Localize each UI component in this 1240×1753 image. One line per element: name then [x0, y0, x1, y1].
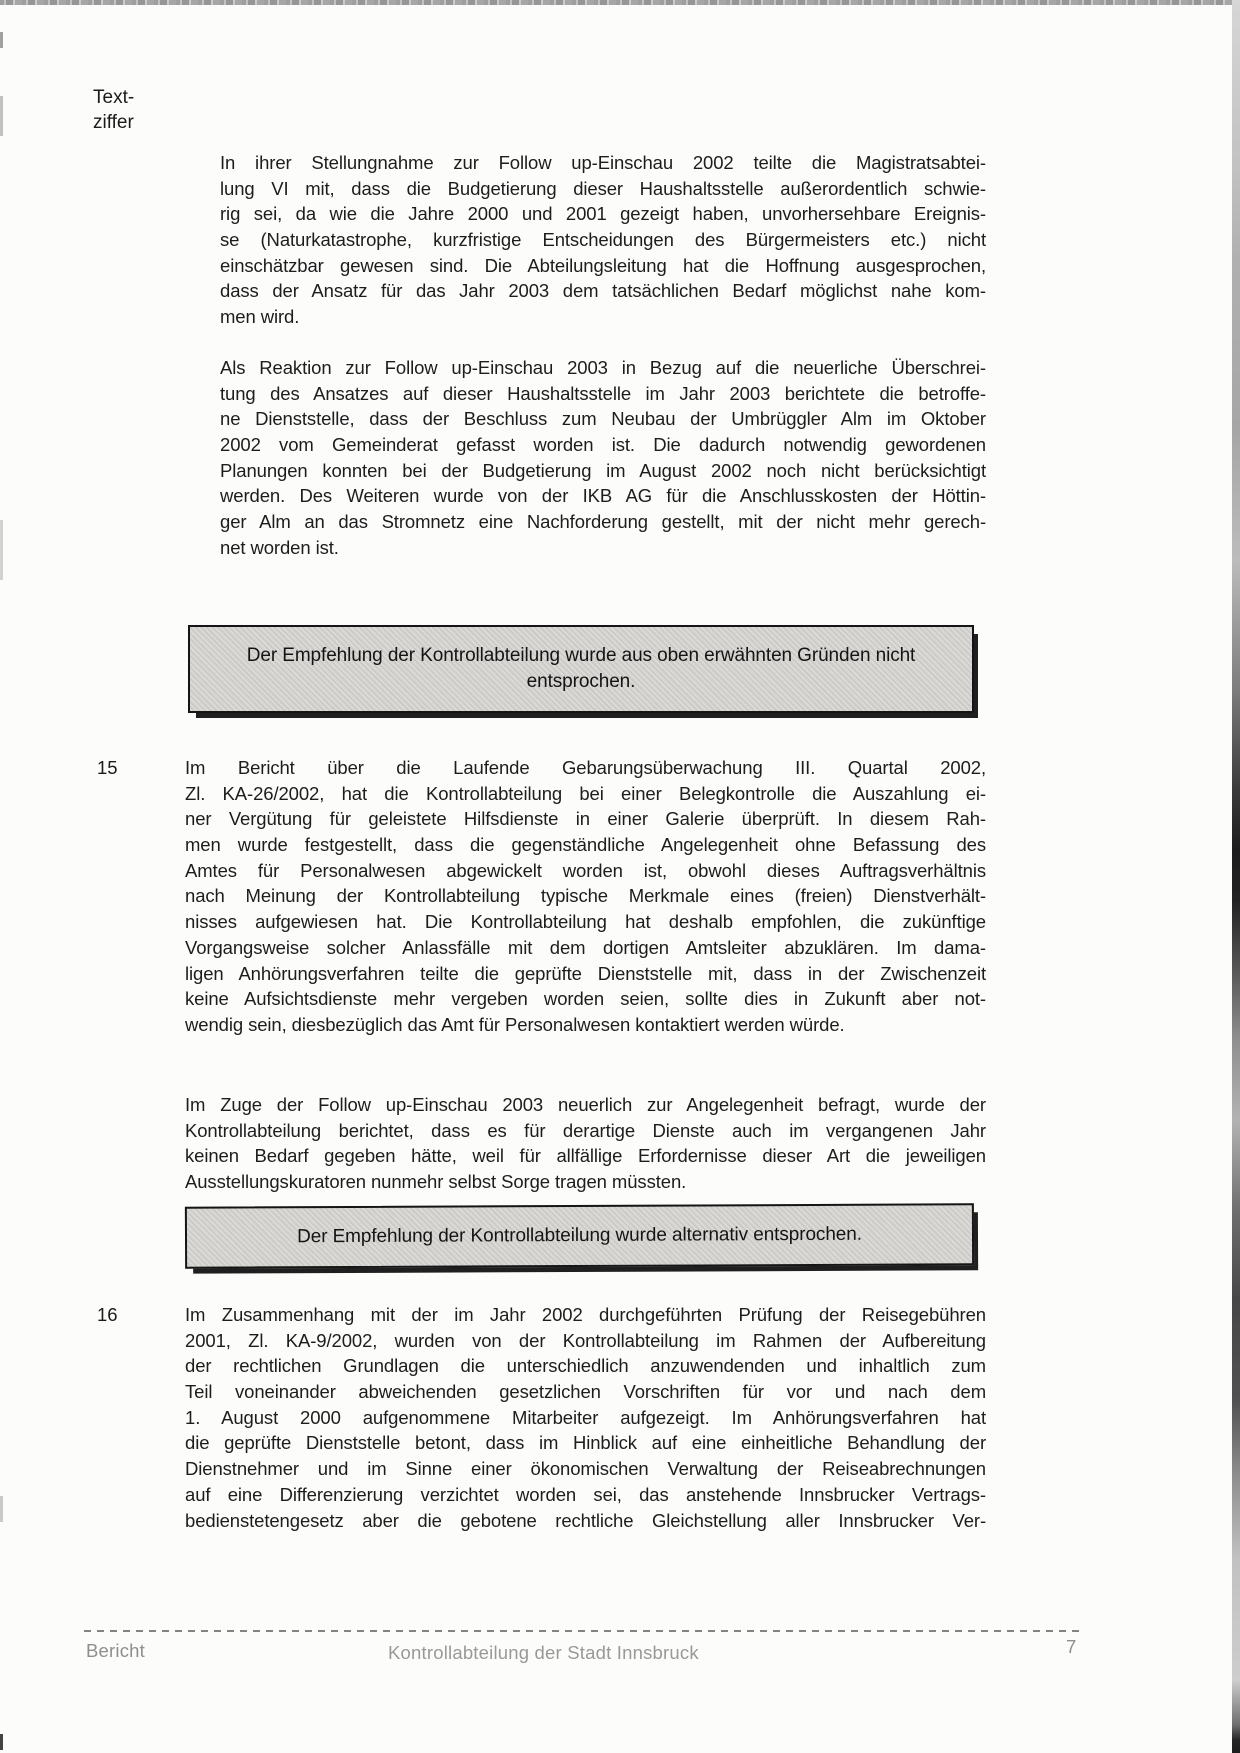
scan-artifact-left-mark [0, 520, 3, 580]
text-line: ner Vergütung für geleistete Hilfsdienste in einer Galerie überprüft. In diesem Rah- [185, 808, 986, 830]
recommendation-box [185, 1203, 974, 1268]
text-line: Zl. KA-26/2002, hat die Kontrollabteilung bei einer Belegkontrolle die Auszahlung ei- [185, 782, 986, 804]
scan-artifact-left-mark [0, 32, 3, 48]
text-line: men wird. [220, 306, 300, 328]
textziffer-number: 15 [97, 757, 118, 778]
scan-artifact-top-strip [0, 0, 1240, 5]
text-line: nach Meinung der Kontrollabteilung typische Merkmale eines (freien) Dienstverhält- [185, 885, 986, 907]
text-line: 2002 vom Gemeinderat gefasst worden ist. Die dadurch notwendig gewordenen [220, 434, 986, 456]
paragraph [97, 755, 986, 1038]
scan-artifact-left-mark [0, 1734, 3, 1750]
recommendation-text-line: Der Empfehlung der Kontrollabteilung wurde aus oben erwähnten Gründen nicht [246, 645, 916, 666]
textziffer-number: 16 [97, 1304, 118, 1325]
text-line: men wurde festgestellt, dass die gegenständliche Angelegenheit ohne Befassung des [185, 834, 986, 856]
text-line: keine Aufsichtsdienste mehr vergeben worden seien, sollte dies in Zukunft aber not- [185, 988, 986, 1010]
text-line: rig sei, da wie die Jahre 2000 und 2001 gezeigt haben, unvorhersehbare Ereignis- [220, 203, 986, 225]
scan-artifact-right-strip [1232, 0, 1240, 1753]
text-line: ligen Anhörungsverfahren teilte die geprüfte Dienststelle mit, dass in der Zwischenzeit [185, 962, 986, 984]
margin-header-textziffer [93, 85, 134, 135]
recommendation-text-line: Der Empfehlung der Kontrollabteilung wurde alternativ entsprochen. [297, 1223, 862, 1248]
paragraph [185, 1092, 986, 1195]
paragraph [220, 355, 986, 561]
text-line: Kontrollabteilung berichtet, dass es für derartige Dienste auch im vergangenen Jahr [185, 1119, 986, 1141]
text-line: se (Naturkatastrophe, kurzfristige Entscheidungen des Bürgermeisters etc.) nicht [220, 229, 986, 251]
text-line: Planungen konnten bei der Budgetierung im August 2002 noch nicht berücksichtigt [220, 459, 986, 481]
footer-department-name: Kontrollabteilung der Stadt Innsbruck [388, 1642, 699, 1663]
text-line: Im Bericht über die Laufende Gebarungsüberwachung III. Quartal 2002, [185, 757, 986, 778]
text-line: Teil voneinander abweichenden gesetzlichen Vorschriften für vor und nach dem [185, 1381, 986, 1403]
text-line: auf eine Differenzierung verzichtet worden sei, das anstehende Innsbrucker Vertrags- [185, 1483, 986, 1505]
text-line: ne Dienststelle, dass der Beschluss zum Neubau der Umbrüggler Alm im Oktober [220, 408, 986, 430]
text-line: der rechtlichen Grundlagen die unterschiedlich anzuwendenden und inhaltlich zum [185, 1355, 986, 1377]
text-line: Als Reaktion zur Follow up-Einschau 2003 in Bezug auf die neuerliche Überschrei- [220, 357, 986, 378]
text-line: Amtes für Personalwesen abgewickelt worden ist, obwohl dieses Auftragsverhältnis [185, 859, 986, 881]
text-line: bedienstetengesetz aber die gebotene rechtliche Gleichstellung aller Innsbrucker Ver- [185, 1509, 986, 1531]
margin-header-line1: Text- [93, 87, 135, 108]
text-line: 1. August 2000 aufgenommene Mitarbeiter aufgezeigt. Im Anhörungsverfahren hat [185, 1406, 986, 1428]
text-line: tung des Ansatzes auf dieser Haushaltsstelle im Jahr 2003 berichtete die betroffe- [220, 382, 986, 404]
text-line: nisses aufgewiesen hat. Die Kontrollabteilung hat deshalb empfohlen, die zukünftige [185, 911, 986, 933]
text-line: dass der Ansatz für das Jahr 2003 dem tatsächlichen Bedarf möglichst nahe kom- [220, 280, 986, 302]
text-line: 2001, Zl. KA-9/2002, wurden von der Kontrollabteilung im Rahmen der Aufbereitung [185, 1329, 986, 1351]
text-line: keinen Bedarf gegeben hätte, weil für allfällige Erfordernisse dieser Art die jeweiligen [185, 1145, 986, 1167]
text-line: In ihrer Stellungnahme zur Follow up-Einschau 2002 teilte die Magistratsabtei- [220, 152, 986, 173]
text-line: wendig sein, diesbezüglich das Amt für Personalwesen kontaktiert werden würde. [185, 1013, 845, 1035]
text-line: die geprüfte Dienststelle betont, dass im Hinblick auf eine einheitliche Behandlung der [185, 1432, 986, 1454]
text-line: Im Zusammenhang mit der im Jahr 2002 durchgeführten Prüfung der Reisegebühren [185, 1304, 986, 1325]
text-line: net worden ist. [220, 536, 339, 558]
scan-artifact-left-mark [0, 1496, 3, 1522]
text-line: lung VI mit, dass die Budgetierung dieser Haushaltsstelle außerordentlich schwie- [220, 177, 986, 199]
footer-dashed-divider [84, 1630, 1082, 1632]
text-line: werden. Des Weiteren wurde von der IKB AG für die Anschlusskosten der Höttin- [220, 485, 986, 507]
text-line: einschätzbar gewesen sind. Die Abteilungsleitung hat die Hoffnung ausgesprochen, [220, 254, 986, 276]
text-line: Dienstnehmer und im Sinne einer ökonomischen Verwaltung der Reiseabrechnungen [185, 1458, 986, 1480]
text-line: Ausstellungskuratoren nunmehr selbst Sorge tragen müssten. [185, 1171, 687, 1193]
recommendation-text-line: entsprochen. [526, 671, 636, 692]
footer-page-number: 7 [1066, 1636, 1077, 1657]
text-line: Vorgangsweise solcher Anlassfälle mit dem dortigen Amtsleiter abzuklären. Im dama- [185, 936, 986, 958]
scan-artifact-left-mark [0, 96, 3, 136]
footer-document-type: Bericht [86, 1640, 145, 1661]
text-line: ger Alm an das Stromnetz eine Nachforderung gestellt, mit der nicht mehr gerech- [220, 511, 986, 533]
paragraph [220, 150, 986, 330]
paragraph [97, 1302, 986, 1533]
text-line: Im Zuge der Follow up-Einschau 2003 neuerlich zur Angelegenheit befragt, wurde der [185, 1094, 986, 1115]
margin-header-line2: ziffer [93, 112, 134, 133]
recommendation-box [188, 625, 974, 713]
